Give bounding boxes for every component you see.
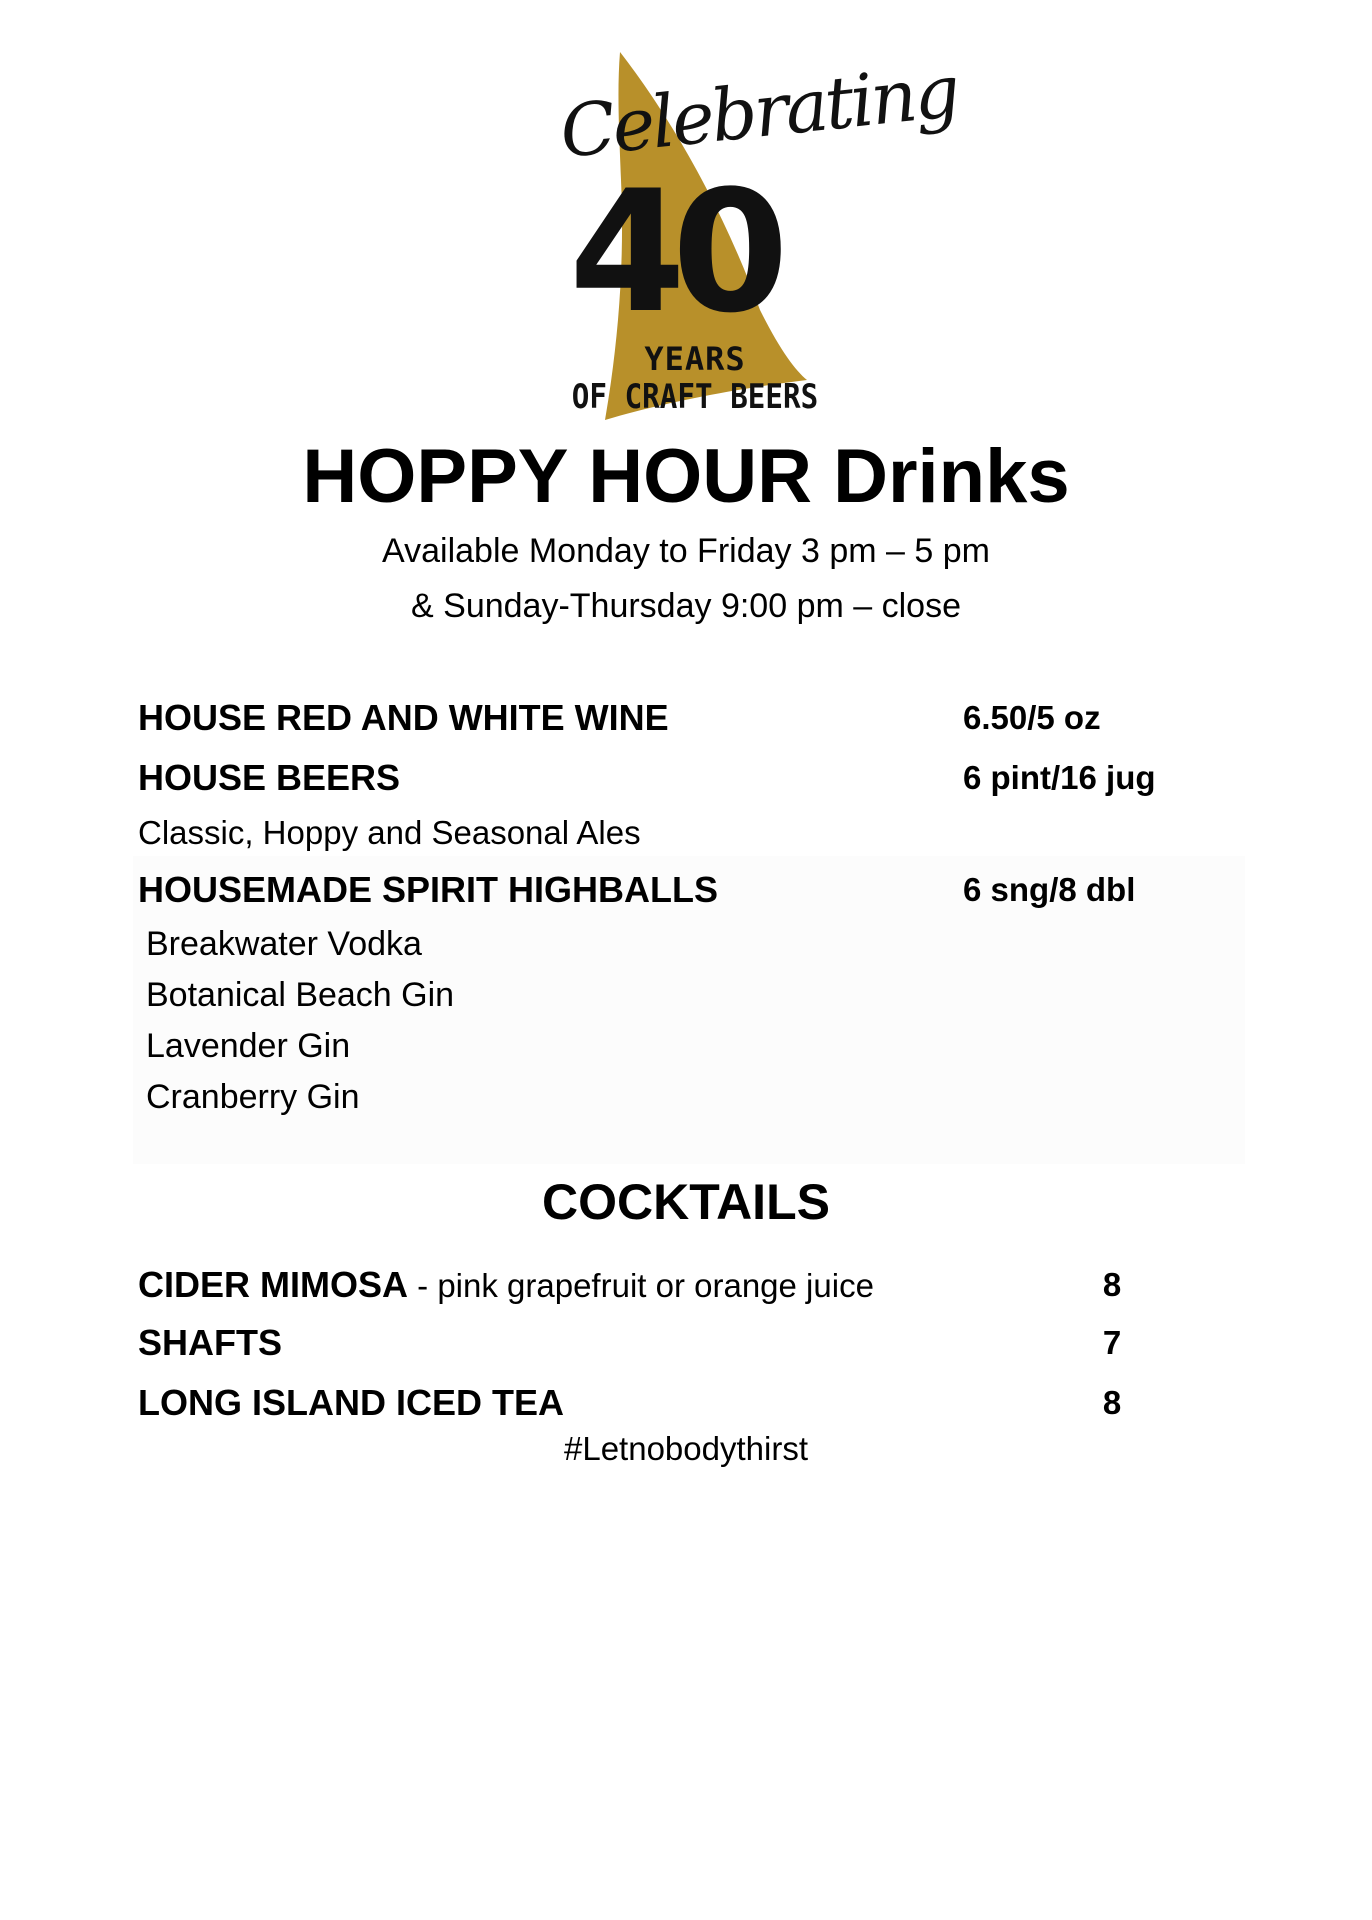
house-beers-description: Classic, Hoppy and Seasonal Ales — [138, 814, 641, 851]
celebrating-40-years-logo — [545, 48, 962, 420]
cocktail-item — [138, 1263, 874, 1308]
cocktail-name: SHAFTS — [138, 1322, 282, 1363]
page-title: HOPPY HOUR Drinks — [302, 434, 1070, 519]
cocktail-name: LONG ISLAND ICED TEA — [138, 1382, 565, 1423]
cocktail-note: - pink grapefruit or orange juice — [408, 1267, 874, 1304]
spirit-item: Breakwater Vodka — [146, 925, 422, 963]
availability-weekday: Available Monday to Friday 3 pm – 5 pm — [382, 532, 990, 570]
house-beers-name: HOUSE BEERS — [138, 757, 401, 798]
house-beers-price: 6 pint/16 jug — [963, 759, 1156, 796]
cocktail-price: 8 — [1102, 1384, 1122, 1421]
cocktail-price: 8 — [1102, 1266, 1122, 1303]
cocktail-name: CIDER MIMOSA — [138, 1264, 408, 1305]
spirit-item: Botanical Beach Gin — [146, 976, 455, 1014]
cocktail-price: 7 — [1102, 1324, 1122, 1361]
logo-craft-beers-text: OF CRAFT BEERS — [571, 377, 819, 417]
logo-number: 40 — [569, 154, 775, 350]
spirit-item: Lavender Gin — [146, 1027, 351, 1065]
highballs-name: HOUSEMADE SPIRIT HIGHBALLS — [138, 869, 719, 910]
cocktail-item — [138, 1381, 564, 1425]
house-wine-price: 6.50/5 oz — [963, 699, 1101, 736]
house-wine-name: HOUSE RED AND WHITE WINE — [138, 697, 669, 738]
logo-years-text: YEARS — [644, 340, 746, 378]
cocktail-item — [138, 1321, 282, 1365]
hashtag: #Letnobodythirst — [563, 1430, 808, 1467]
spirit-item: Cranberry Gin — [146, 1078, 360, 1116]
availability-evening: & Sunday-Thursday 9:00 pm – close — [411, 587, 961, 625]
logo-script-text: Celebrating — [556, 48, 962, 174]
cocktails-heading: COCKTAILS — [542, 1174, 830, 1230]
highballs-price: 6 sng/8 dbl — [963, 871, 1136, 908]
